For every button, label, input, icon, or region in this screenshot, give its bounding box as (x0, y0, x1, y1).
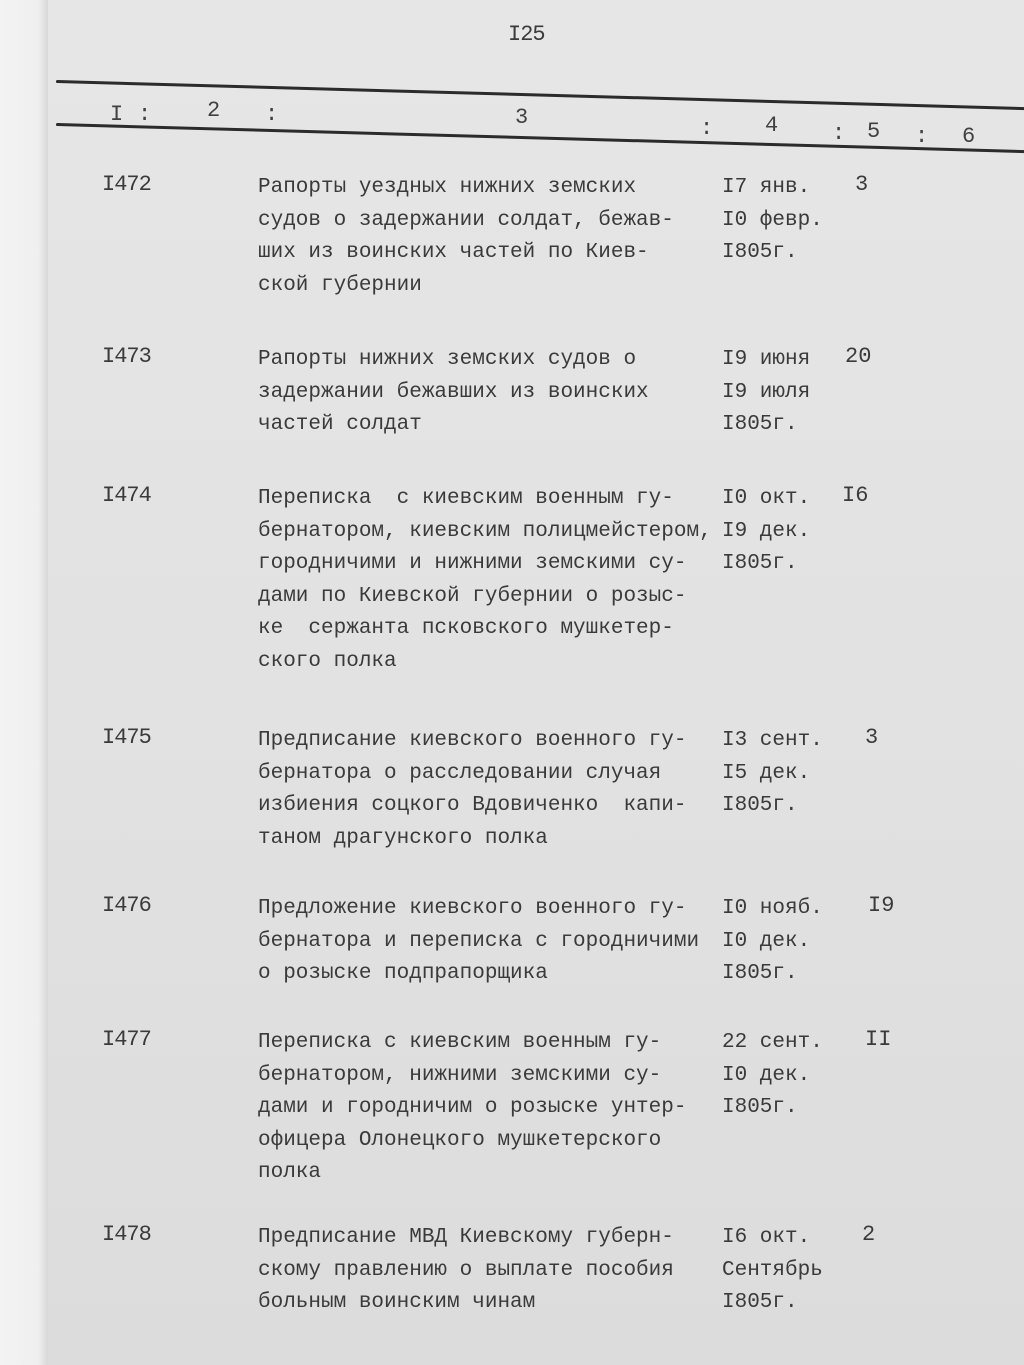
date-line: I0 окт. (722, 487, 811, 510)
entry-number: I478 (102, 1222, 151, 1247)
date-line: I9 дек. (722, 519, 811, 543)
description-line: о розыске подпрапорщика (258, 962, 548, 985)
date-line: I805г. (722, 241, 798, 264)
description-line: городничими и нижними земскими су- (258, 552, 687, 575)
date-line: I805г. (722, 794, 798, 817)
description-line: офицера Олонецкого мушкетерского (258, 1128, 662, 1152)
date-line: I5 дек. (722, 761, 811, 785)
column-header-I: I (110, 102, 124, 127)
entry-sheet-count: I6 (842, 483, 869, 508)
description-line: бернатором, киевским полицмейстером, (258, 519, 712, 543)
description-line: ского полка (258, 649, 397, 673)
date-line: I9 июля (722, 380, 811, 404)
description-line: таном драгунского полка (258, 826, 548, 850)
description-line: ке сержанта псковского мушкетер- (258, 617, 674, 640)
description-line: полка (258, 1161, 322, 1184)
date-line: I9 июня (722, 348, 811, 371)
entry-number: I477 (102, 1027, 151, 1052)
entry-number: I474 (102, 483, 151, 508)
description-line: дами по Киевской губернии о розыс- (258, 584, 687, 608)
description-line: Рапорты уездных нижних земских (258, 176, 637, 199)
page-edge (0, 0, 48, 1365)
description-line: бернатора и переписка с городничими (258, 929, 700, 953)
entry-sheet-count: I9 (868, 893, 895, 918)
entry-dates (722, 893, 852, 991)
entry-sheet-count: 20 (845, 344, 872, 369)
entry-number: I476 (102, 893, 151, 918)
date-line: I3 сент. (722, 729, 823, 752)
description-line: ской губернии (258, 273, 422, 297)
column-separator: : (915, 124, 929, 149)
date-line: I805г. (722, 413, 798, 436)
description-line: бернатора о расследовании случая (258, 761, 662, 785)
date-line: I0 дек. (722, 929, 811, 953)
date-line: I805г. (722, 962, 798, 985)
entry-number: I475 (102, 725, 151, 750)
description-line: Переписка с киевским военным гу- (258, 1031, 662, 1054)
column-header-4: 4 (765, 113, 779, 138)
description-line: бернатором, нижними земскими су- (258, 1063, 662, 1087)
entry-sheet-count: 2 (862, 1222, 876, 1247)
column-header-6: 6 (962, 124, 976, 149)
column-header-2: 2 (207, 98, 221, 123)
description-line: Предписание МВД Киевскому губерн- (258, 1226, 674, 1249)
description-line: судов о задержании солдат, бежав- (258, 208, 674, 232)
entry-sheet-count: 3 (865, 725, 879, 750)
description-line: Переписка с киевским военным гу- (258, 487, 674, 510)
entry-description (258, 725, 728, 855)
column-separator: : (138, 102, 152, 127)
description-line: скому правлению о выплате пособия (258, 1258, 674, 1282)
description-line: Предложение киевского военного гу- (258, 897, 687, 920)
date-line: I805г. (722, 1291, 798, 1314)
column-separator: : (832, 121, 846, 146)
entry-description (258, 893, 728, 991)
date-line: Сентябрь (722, 1258, 823, 1282)
date-line: I805г. (722, 552, 798, 575)
date-line: I6 окт. (722, 1226, 811, 1249)
description-line: дами и городничим о розыске унтер- (258, 1096, 687, 1119)
date-line: I7 янв. (722, 176, 811, 199)
description-line: больным воинским чинам (258, 1291, 536, 1314)
page-number: I25 (508, 22, 545, 47)
description-line: Рапорты нижних земских судов о (258, 348, 637, 371)
entry-dates (722, 172, 852, 270)
column-separator: : (265, 102, 279, 127)
column-header-3: 3 (515, 105, 529, 130)
entry-dates (722, 725, 852, 823)
entry-sheet-count: II (865, 1027, 892, 1052)
entry-description (258, 483, 728, 678)
entry-dates (722, 1027, 852, 1125)
date-line: I0 нояб. (722, 897, 823, 920)
column-header-5: 5 (867, 119, 881, 144)
entry-number: I473 (102, 344, 151, 369)
entry-dates (722, 483, 852, 581)
date-line: I0 февр. (722, 208, 823, 232)
date-line: 22 сент. (722, 1031, 823, 1054)
description-line: Предписание киевского военного гу- (258, 729, 687, 752)
entry-description (258, 172, 728, 302)
entry-description (258, 1222, 728, 1320)
entry-number: I472 (102, 172, 151, 197)
entry-dates (722, 1222, 852, 1320)
date-line: I0 дек. (722, 1063, 811, 1087)
column-separator: : (700, 116, 714, 141)
date-line: I805г. (722, 1096, 798, 1119)
entry-sheet-count: 3 (855, 172, 869, 197)
entry-description (258, 344, 728, 442)
description-line: избиения соцкого Вдовиченко капи- (258, 794, 687, 817)
description-line: частей солдат (258, 413, 422, 436)
entry-dates (722, 344, 852, 442)
description-line: задержании бежавших из воинских (258, 380, 649, 404)
description-line: ших из воинских частей по Киев- (258, 241, 649, 264)
entry-description (258, 1027, 728, 1190)
